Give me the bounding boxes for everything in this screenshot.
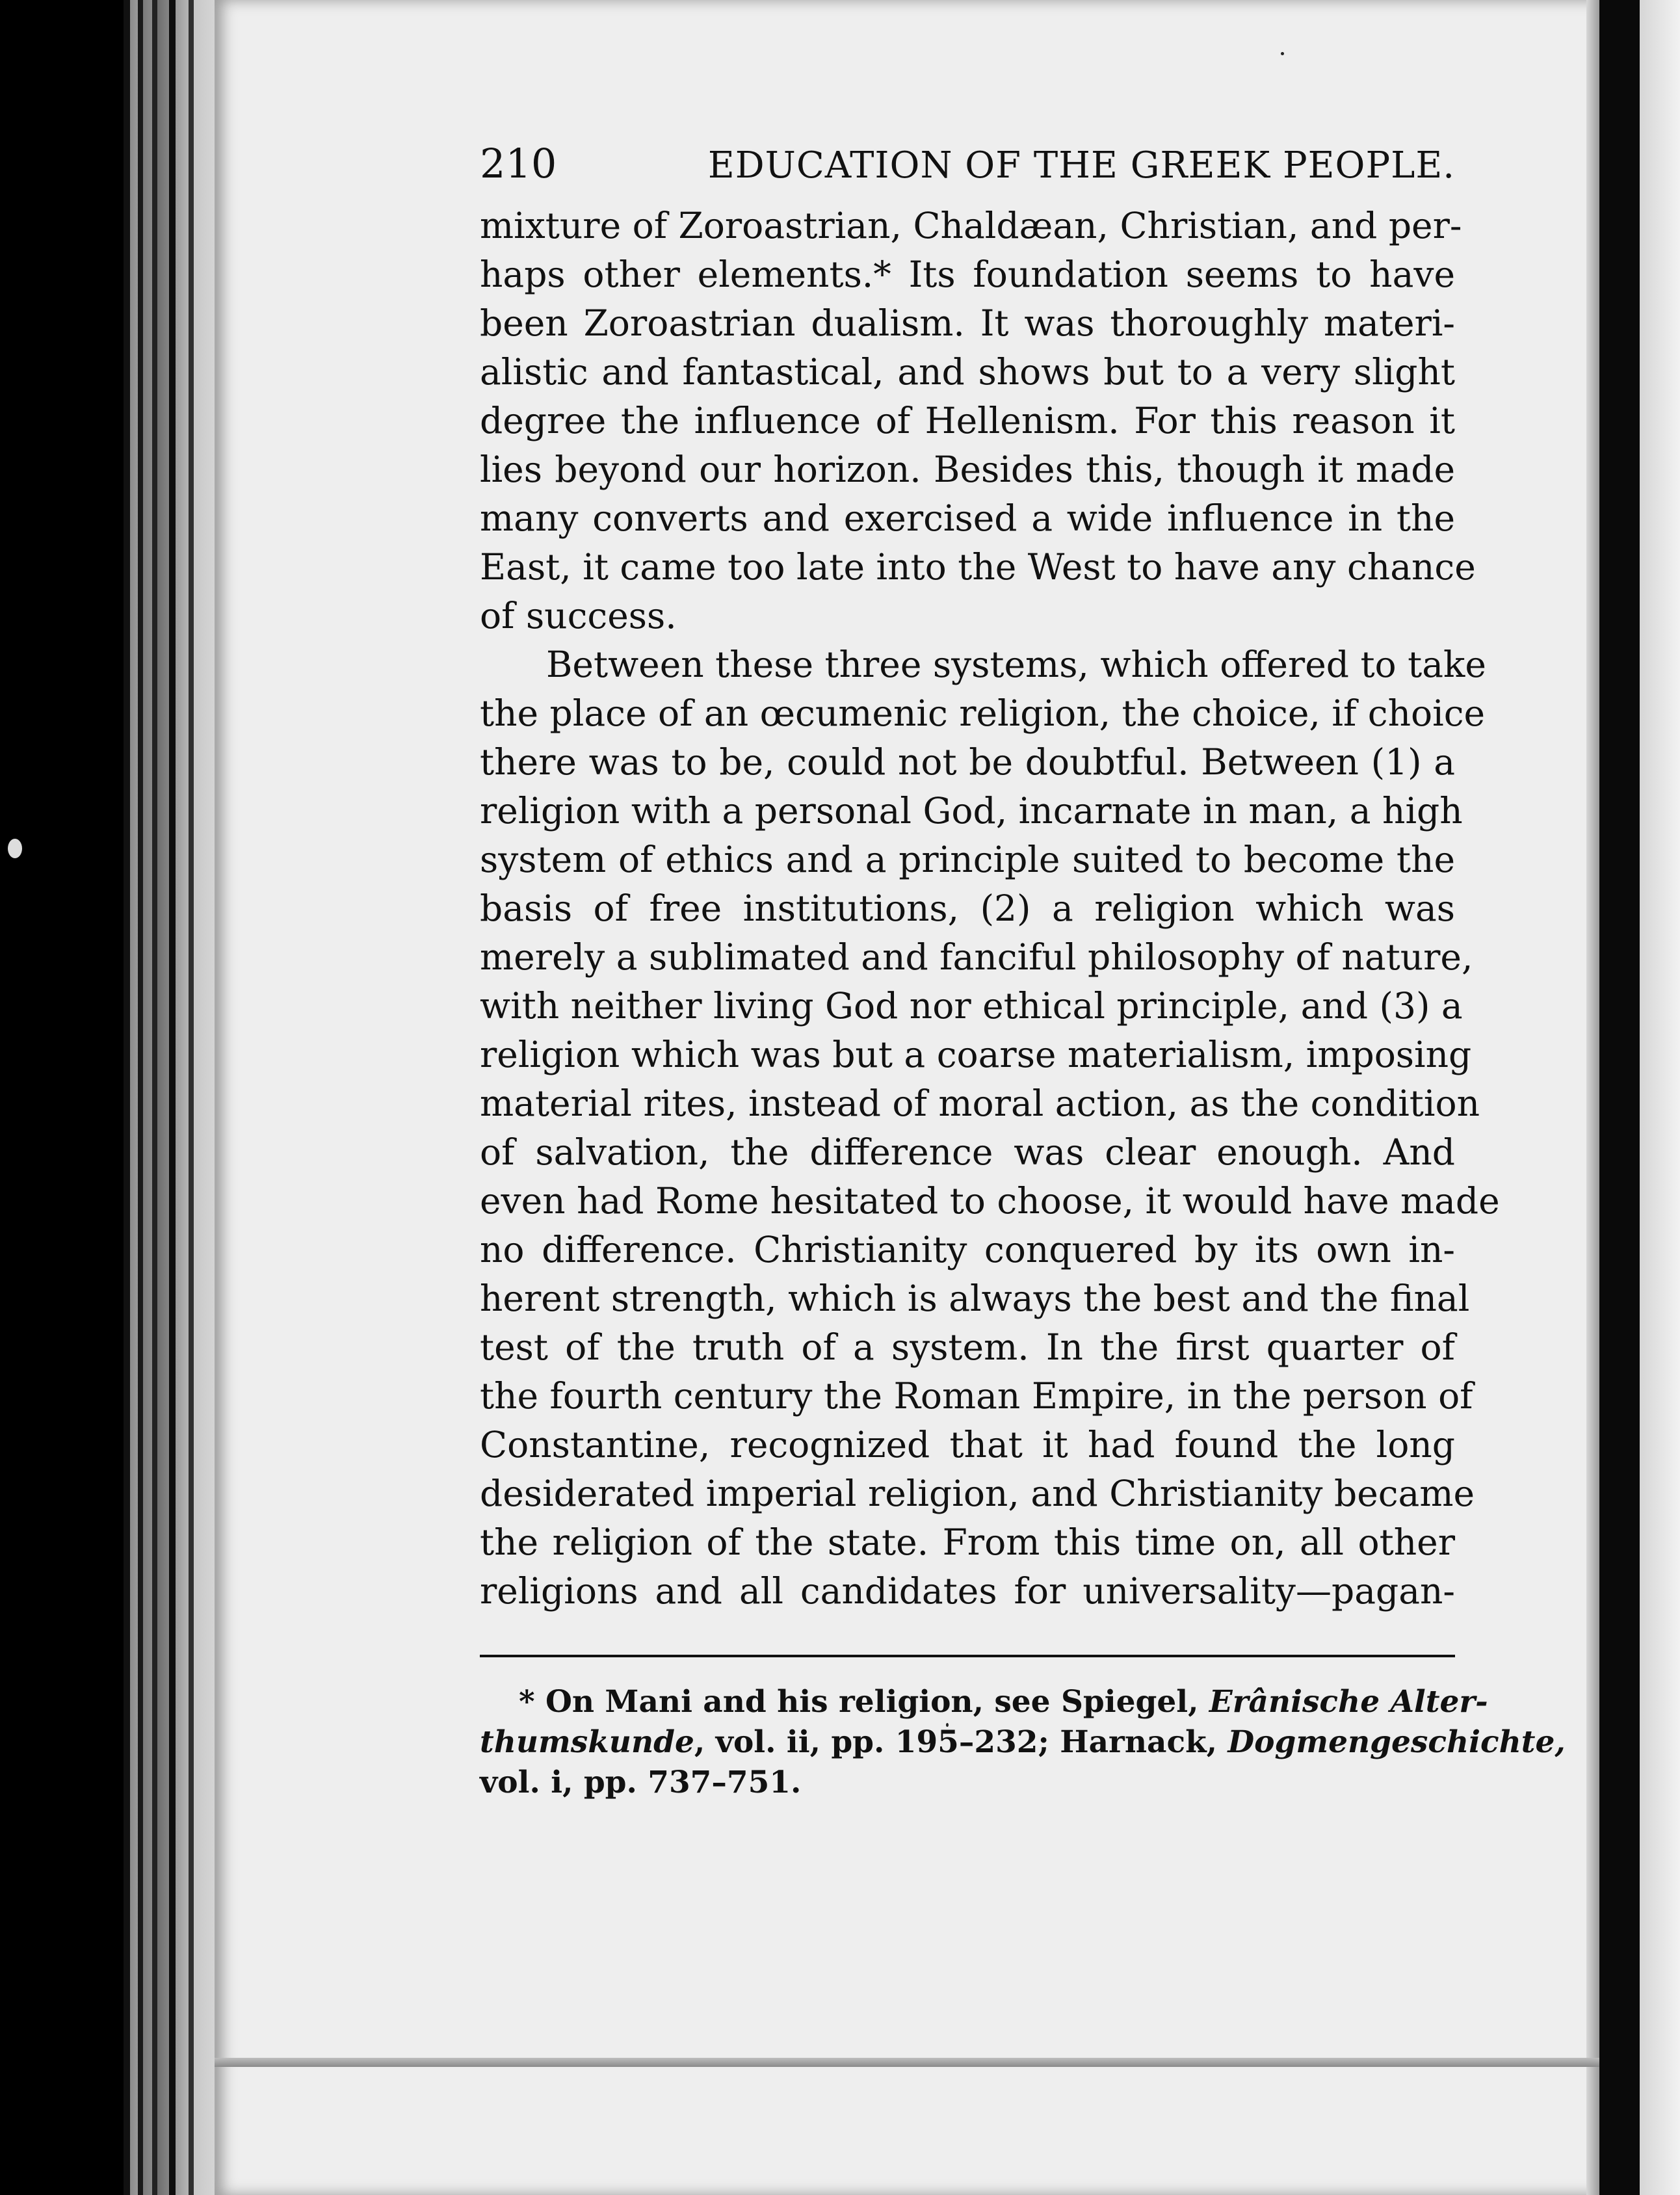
book-binding-edge: [124, 0, 221, 2195]
footnote-line: [480, 1722, 1566, 1763]
adjacent-page-edge: [1640, 0, 1680, 2195]
text-line: religion which was but a coarse materialism, imposing: [480, 1034, 1472, 1075]
text-line: system of ethics and a principle suited to become the: [480, 839, 1455, 880]
scan-speck: [8, 839, 22, 858]
footnote-line: [480, 1682, 1488, 1722]
text-line: with neither living God nor ethical principle, and (3) a: [480, 985, 1463, 1027]
text-line: alistic and fantastical, and shows but to a very slight: [480, 351, 1455, 393]
footnote-title: Dogmengeschichte,: [1227, 1724, 1566, 1760]
page-bottom-edge: [215, 2058, 1599, 2067]
text-line: herent strength, which is always the best and the final: [480, 1278, 1470, 1319]
footnote: [480, 1682, 1566, 1803]
text-line: religions and all candidates for universality—pagan-: [480, 1570, 1455, 1612]
text-line: desiderated imperial religion, and Christianity became: [480, 1473, 1475, 1514]
page-gutter-shadow: [1599, 0, 1640, 2195]
body-text: [480, 202, 1500, 1616]
footnote-title: thumskunde: [480, 1724, 694, 1760]
text-line: no difference. Christianity conquered by its own in-: [480, 1229, 1455, 1270]
text-line: degree the influence of Hellenism. For this reason it: [480, 400, 1455, 441]
text-line: merely a sublimated and fanciful philosophy of nature,: [480, 936, 1473, 978]
text-line: the fourth century the Roman Empire, in the person of: [480, 1375, 1473, 1417]
footnote-line: vol. i, pp. 737–751.: [480, 1765, 802, 1800]
footnote-text: , vol. ii, pp. 195–232; Harnack,: [694, 1724, 1217, 1760]
text-line: of salvation, the difference was clear enough. And: [480, 1131, 1455, 1173]
scan-speck: [1281, 52, 1284, 55]
text-line: material rites, instead of moral action, as the condition: [480, 1083, 1480, 1124]
text-line: there was to be, could not be doubtful. Between (1) a: [480, 741, 1455, 783]
text-line: basis of free institutions, (2) a religion which was: [480, 887, 1455, 929]
text-block: [480, 140, 1566, 1803]
paragraph-start-line: Between these three systems, which offered to take: [546, 644, 1486, 685]
running-head: [480, 140, 1455, 202]
page-number: 210: [480, 140, 557, 187]
text-line: lies beyond our horizon. Besides this, though it made: [480, 449, 1455, 490]
text-line: mixture of Zoroastrian, Chaldæan, Christian, and per-: [480, 205, 1462, 246]
text-line: the place of an œcumenic religion, the choice, if choice: [480, 692, 1486, 734]
page-right-edge: [1586, 0, 1599, 2195]
text-line: the religion of the state. From this time on, all other: [480, 1521, 1455, 1563]
text-line: test of the truth of a system. In the first quarter of: [480, 1326, 1455, 1368]
running-title: EDUCATION OF THE GREEK PEOPLE.: [707, 144, 1455, 187]
footnote-rule: [480, 1655, 1455, 1657]
text-line: East, it came too late into the West to have any chance: [480, 546, 1476, 588]
text-line: even had Rome hesitated to choose, it would have made: [480, 1180, 1500, 1222]
text-line: religion with a personal God, incarnate in man, a high: [480, 790, 1463, 832]
text-line: Constantine, recognized that it had found the long: [480, 1424, 1455, 1466]
text-line: of success.: [480, 595, 677, 637]
footnote-title: Erânische Alter-: [1209, 1684, 1488, 1720]
footnote-text: * On Mani and his religion, see Spiegel,: [519, 1684, 1199, 1720]
text-line: been Zoroastrian dualism. It was thoroughly materi-: [480, 302, 1455, 344]
text-line: haps other elements.* Its foundation seems to have: [480, 254, 1455, 295]
text-line: many converts and exercised a wide influence in the: [480, 497, 1455, 539]
